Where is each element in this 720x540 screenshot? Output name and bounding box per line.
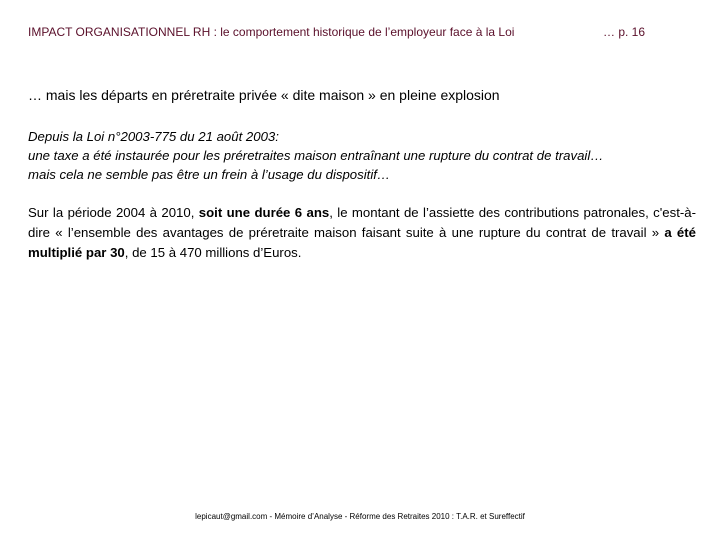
stats-text-1: Sur la période 2004 à 2010, xyxy=(28,205,199,220)
law-line-3: mais cela ne semble pas être un frein à l’usage du dispositif… xyxy=(28,167,391,182)
stats-duration-emphasis: soit une durée 6 ans xyxy=(198,205,330,220)
page-footer: lepicaut@gmail.com - Mémoire d’Analyse - Réforme des Retraites 2010 : T.A.R. et Sureffectif xyxy=(195,512,525,521)
law-line-2: une taxe a été instaurée pour les préretraites maison entraînant une rupture du contrat de travail… xyxy=(28,148,604,163)
law-line-1: Depuis la Loi n°2003-775 du 21 août 2003: xyxy=(28,129,279,144)
page-header-title: IMPACT ORGANISATIONNEL RH : le comportement historique de l’employeur face à la Loi xyxy=(28,25,515,39)
slide-headline: … mais les départs en préretraite privée « dite maison » en pleine explosion xyxy=(28,87,500,103)
stats-text-3: , de 15 à 470 millions d’Euros. xyxy=(124,245,302,260)
stats-text-2: , le montant de l’assiette des contributions patronales, c'est-à-dire « l’ensemble des avantages de préretraite maison faisant suite à une rupture du contrat de travail » xyxy=(28,205,696,240)
page-number: … p. 16 xyxy=(603,25,646,39)
stats-multiplier-emphasis: a été multiplié par 30 xyxy=(28,225,696,260)
statistics-paragraph xyxy=(28,203,696,263)
law-paragraph xyxy=(28,127,708,184)
